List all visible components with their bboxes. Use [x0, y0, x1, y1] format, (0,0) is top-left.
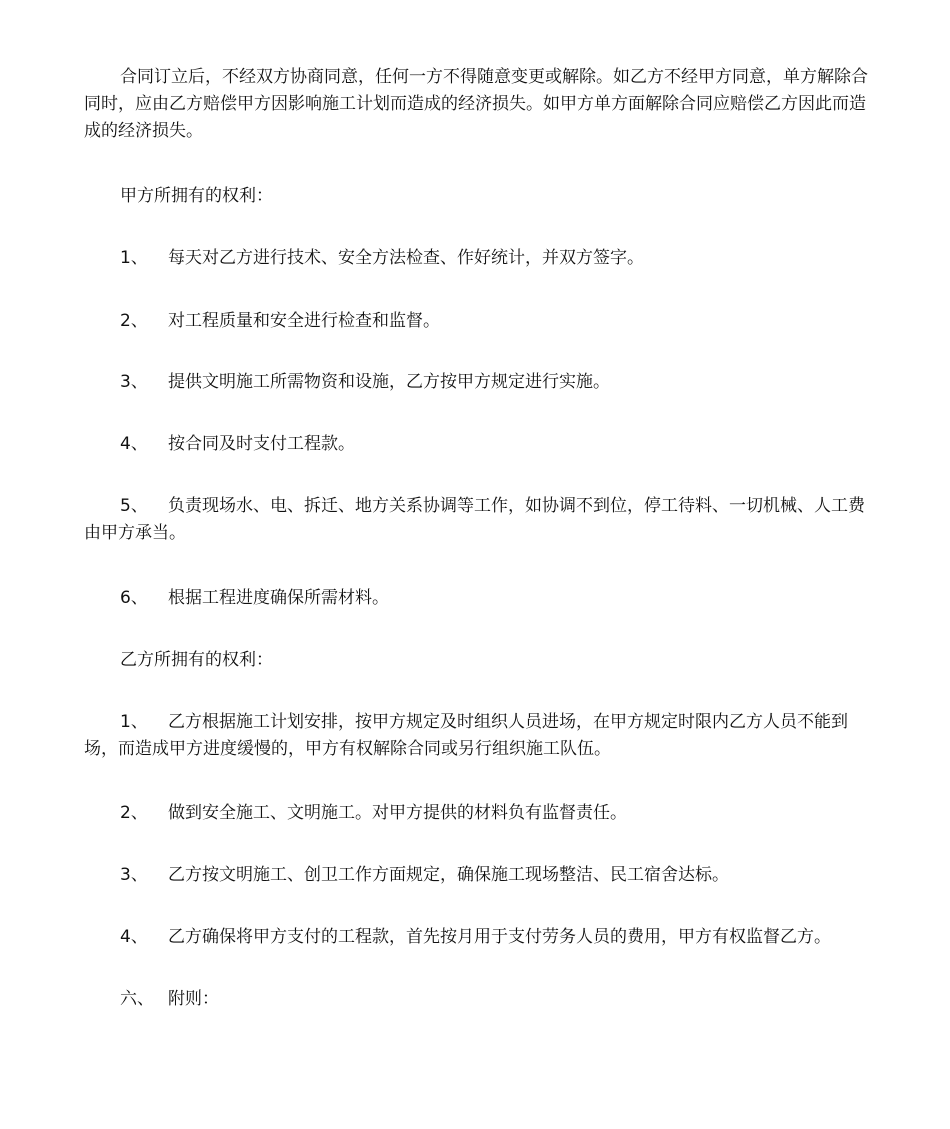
party-a-item-6: [84, 585, 868, 612]
item-number: 6、: [120, 588, 148, 608]
item-number: 3、: [120, 372, 148, 392]
party-a-item-3: [84, 369, 868, 396]
party-a-heading: 甲方所拥有的权利：: [120, 186, 273, 206]
item-text: 乙方按文明施工、创卫工作方面规定，确保施工现场整洁、民工宿舍达标。: [168, 865, 729, 885]
item-text: 做到安全施工、文明施工。对甲方提供的材料负有监督责任。: [168, 803, 627, 823]
party-a-item-1: [84, 245, 868, 272]
section-number: 六、: [120, 989, 154, 1009]
section-title: 附则：: [168, 989, 219, 1009]
item-number: 4、: [120, 927, 148, 947]
item-text: 每天对乙方进行技术、安全方法检查、作好统计，并双方签字。: [168, 248, 644, 268]
item-text: 乙方根据施工计划安排，按甲方规定及时组织人员进场，在甲方规定时限内乙方人员不能到场，而造成甲方进度缓慢的，甲方有权解除合同或另行组织施工队伍。: [84, 712, 848, 759]
item-number: 1、: [120, 712, 148, 732]
party-b-item-2: [84, 800, 868, 827]
item-text: 提供文明施工所需物资和设施，乙方按甲方规定进行实施。: [168, 372, 610, 392]
party-a-item-4: [84, 431, 868, 458]
item-number: 2、: [120, 803, 148, 823]
item-text: 负责现场水、电、拆迁、地方关系协调等工作，如协调不到位，停工待料、一切机械、人工费由甲方承当。: [84, 496, 865, 543]
item-number: 2、: [120, 311, 148, 331]
item-number: 4、: [120, 434, 148, 454]
party-b-item-4: [84, 924, 868, 951]
party-b-heading: 乙方所拥有的权利：: [120, 650, 273, 670]
party-a-item-2: [84, 308, 868, 335]
item-number: 3、: [120, 865, 148, 885]
party-a-item-5: [84, 493, 868, 547]
party-b-item-1: [84, 709, 868, 763]
item-number: 5、: [120, 496, 148, 516]
item-text: 根据工程进度确保所需材料。: [168, 588, 389, 608]
item-text: 乙方确保将甲方支付的工程款，首先按月用于支付劳务人员的费用，甲方有权监督乙方。: [168, 927, 831, 947]
item-number: 1、: [120, 248, 148, 268]
party-b-item-3: [84, 862, 868, 889]
intro-paragraph: 合同订立后，不经双方协商同意，任何一方不得随意变更或解除。如乙方不经甲方同意，单方解除合同时，应由乙方赔偿甲方因影响施工计划而造成的经济损失。如甲方单方面解除合同应赔偿乙方因此而造成的经济损失。: [84, 67, 868, 141]
item-text: 按合同及时支付工程款。: [168, 434, 355, 454]
item-text: 对工程质量和安全进行检查和监督。: [168, 311, 440, 331]
appendix-heading: [84, 986, 868, 1013]
